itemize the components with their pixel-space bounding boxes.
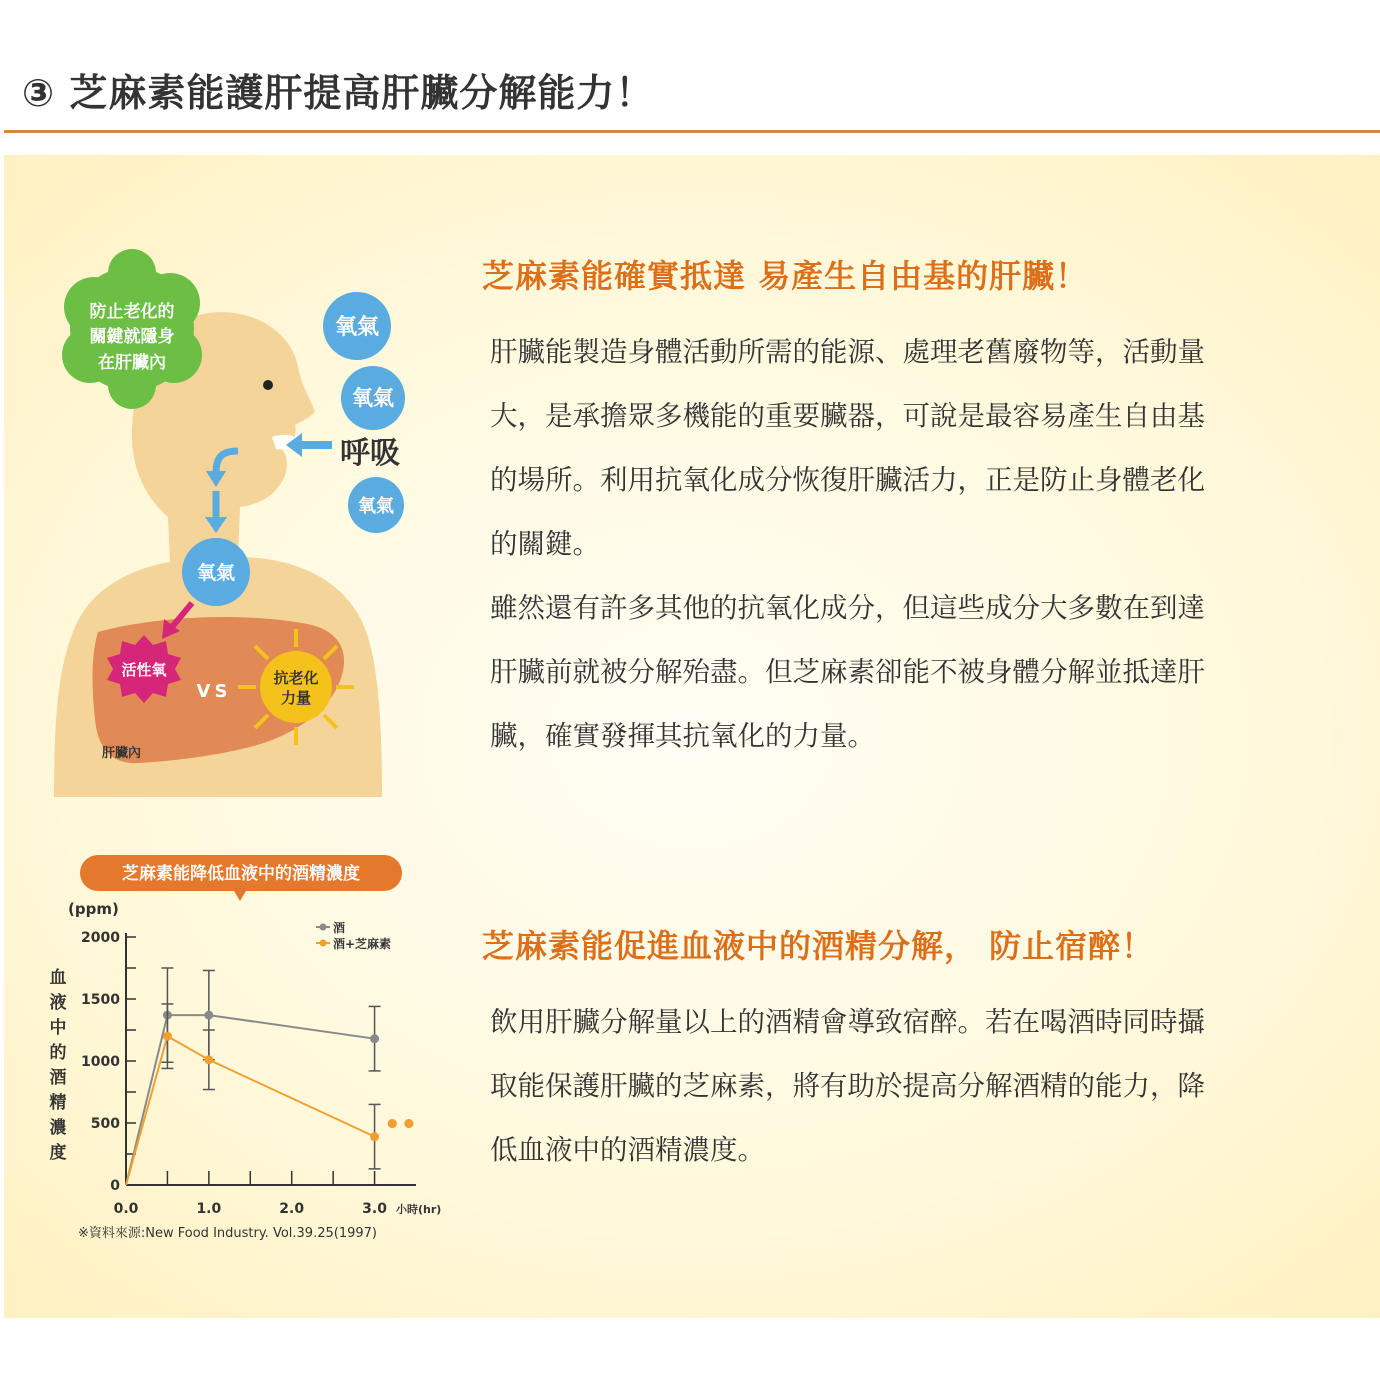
x-tick-label: 2.0 xyxy=(279,1201,305,1217)
svg-text:力量: 力量 xyxy=(280,689,312,707)
cloud-line: 在肝臟內 xyxy=(98,353,166,373)
section1-line: 大，是承擔眾多機能的重要臟器，可說是最容易產生自由基 xyxy=(490,400,1205,432)
series-line xyxy=(126,1036,375,1185)
antiaging-sun xyxy=(238,629,354,745)
data-point xyxy=(204,1055,213,1064)
section1-body xyxy=(490,320,1340,768)
section2-line: 低血液中的酒精濃度。 xyxy=(490,1134,765,1166)
y-axis-label-char: 度 xyxy=(49,1143,67,1163)
y-axis-label xyxy=(50,967,67,1163)
x-tick-label: 3.0 xyxy=(362,1201,387,1217)
series-line xyxy=(126,1015,375,1185)
svg-text:抗老化: 抗老化 xyxy=(273,669,319,687)
section1-line: 肝臟前就被分解殆盡。但芝麻素卻能不被身體分解並抵達肝 xyxy=(490,656,1205,688)
vs-label: VS xyxy=(196,681,232,702)
svg-text:氧氣: 氧氣 xyxy=(352,386,394,410)
chart-banner: 芝麻素能降低血液中的酒精濃度 xyxy=(122,864,360,884)
section1-line: 臟，確實發揮其抗氧化的力量。 xyxy=(490,720,875,752)
data-point xyxy=(163,1032,172,1041)
significance-marker: •• xyxy=(384,1110,418,1140)
y-axis-label-char: 精 xyxy=(49,1093,67,1113)
y-axis-label-char: 酒 xyxy=(49,1068,67,1088)
breath-label: 呼吸 xyxy=(340,436,400,471)
liver-label: 肝臟內 xyxy=(102,746,142,761)
chart-axes xyxy=(81,930,416,1217)
svg-text:活性氧: 活性氧 xyxy=(121,661,167,679)
x-tick-label: 0.0 xyxy=(113,1201,139,1217)
chart-legend xyxy=(316,920,391,951)
section1-line: 雖然還有許多其他的抗氧化成分，但這些成分大多數在到達 xyxy=(490,592,1205,624)
title-divider xyxy=(4,130,1380,133)
svg-text:氧氣: 氧氣 xyxy=(334,315,380,340)
y-tick-label: 1000 xyxy=(81,1054,120,1070)
chart-banner-pointer xyxy=(234,891,246,901)
svg-text:氧氣: 氧氣 xyxy=(196,562,236,584)
page-title: ③ 芝麻素能護肝提高肝臟分解能力！ xyxy=(22,71,655,115)
oxygen-bubble-internal xyxy=(182,538,250,606)
y-axis-label-char: 濃 xyxy=(49,1118,67,1138)
y-tick-label: 0 xyxy=(110,1178,120,1194)
cloud-line: 關鍵就隱身 xyxy=(89,327,175,347)
x-unit-label: 小時(hr) xyxy=(396,1203,442,1216)
section2-line: 飲用肝臟分解量以上的酒精會導致宿醉。若在喝酒時同時攝 xyxy=(490,1006,1205,1038)
y-axis-label-char: 血 xyxy=(49,968,67,988)
section2-line: 取能保護肝臟的芝麻素，將有助於提高分解酒精的能力，降 xyxy=(490,1070,1205,1102)
svg-text:氧氣: 氧氣 xyxy=(358,496,394,517)
y-tick-label: 1500 xyxy=(81,992,120,1008)
x-tick-label: 1.0 xyxy=(196,1201,222,1217)
oxygen-bubble xyxy=(323,292,391,360)
legend-entry: 酒 xyxy=(333,921,346,935)
body-illustration xyxy=(50,237,400,797)
y-unit-label: (ppm) xyxy=(68,900,119,918)
oxygen-bubble xyxy=(341,366,405,430)
oxygen-bubble xyxy=(348,477,404,533)
y-axis-label-char: 的 xyxy=(49,1043,67,1063)
data-point xyxy=(370,1132,379,1141)
content-panel xyxy=(4,155,1380,1318)
section1-line: 肝臟能製造身體活動所需的能源、處理老舊廢物等，活動量 xyxy=(490,336,1205,368)
section2-title: 芝麻素能促進血液中的酒精分解， 防止宿醉！ xyxy=(482,927,1155,965)
section1-title: 芝麻素能確實抵達 易產生自由基的肝臟！ xyxy=(482,257,1089,295)
section1-line: 的關鍵。 xyxy=(490,528,600,560)
chart-source: ※資料來源:New Food Industry. Vol.39.25(1997) xyxy=(78,1226,377,1241)
section2-body xyxy=(490,990,1340,1182)
y-axis-label-char: 液 xyxy=(49,993,67,1013)
eye xyxy=(263,380,273,390)
alcohol-chart xyxy=(34,855,464,1255)
legend-entry: 酒+芝麻素 xyxy=(333,937,392,951)
chart-marks xyxy=(126,968,381,1185)
y-tick-label: 500 xyxy=(90,1116,120,1132)
section1-line: 的場所。利用抗氧化成分恢復肝臟活力，正是防止身體老化 xyxy=(490,464,1205,496)
y-axis-label-char: 中 xyxy=(49,1018,67,1038)
data-point xyxy=(370,1034,379,1043)
cloud-line: 防止老化的 xyxy=(89,302,175,322)
y-tick-label: 2000 xyxy=(81,930,120,946)
data-point xyxy=(204,1011,213,1020)
